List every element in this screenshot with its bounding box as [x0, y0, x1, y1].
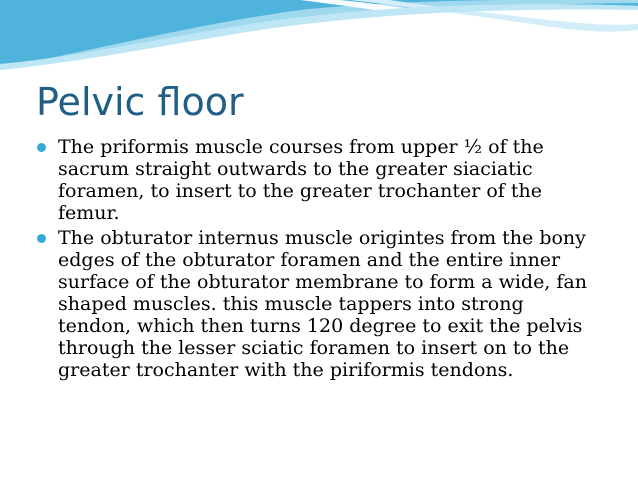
header-wave-decoration [0, 0, 638, 80]
bullet-item [36, 227, 602, 381]
bullet-list [36, 136, 602, 381]
bullet-text: The obturator internus muscle origintes from the bony edges of the obturator foramen and the entire inner surface of the obturator membrane to form a wide, fan shaped muscles. this muscle tappers into strong tendon, which then turns 120 degree to exit the pelvis through the lesser sciatic foramen to insert on to the greater trochanter with the piriformis tendons. [58, 227, 587, 381]
bullet-dot-icon [37, 143, 46, 152]
bullet-dot-icon [37, 234, 46, 243]
bullet-text: The priformis muscle courses from upper ½ of the sacrum straight outwards to the greater siaciatic foramen, to insert to the greater trochanter of the femur. [58, 136, 544, 224]
slide-title: Pelvic floor [36, 80, 244, 124]
bullet-item [36, 136, 602, 224]
